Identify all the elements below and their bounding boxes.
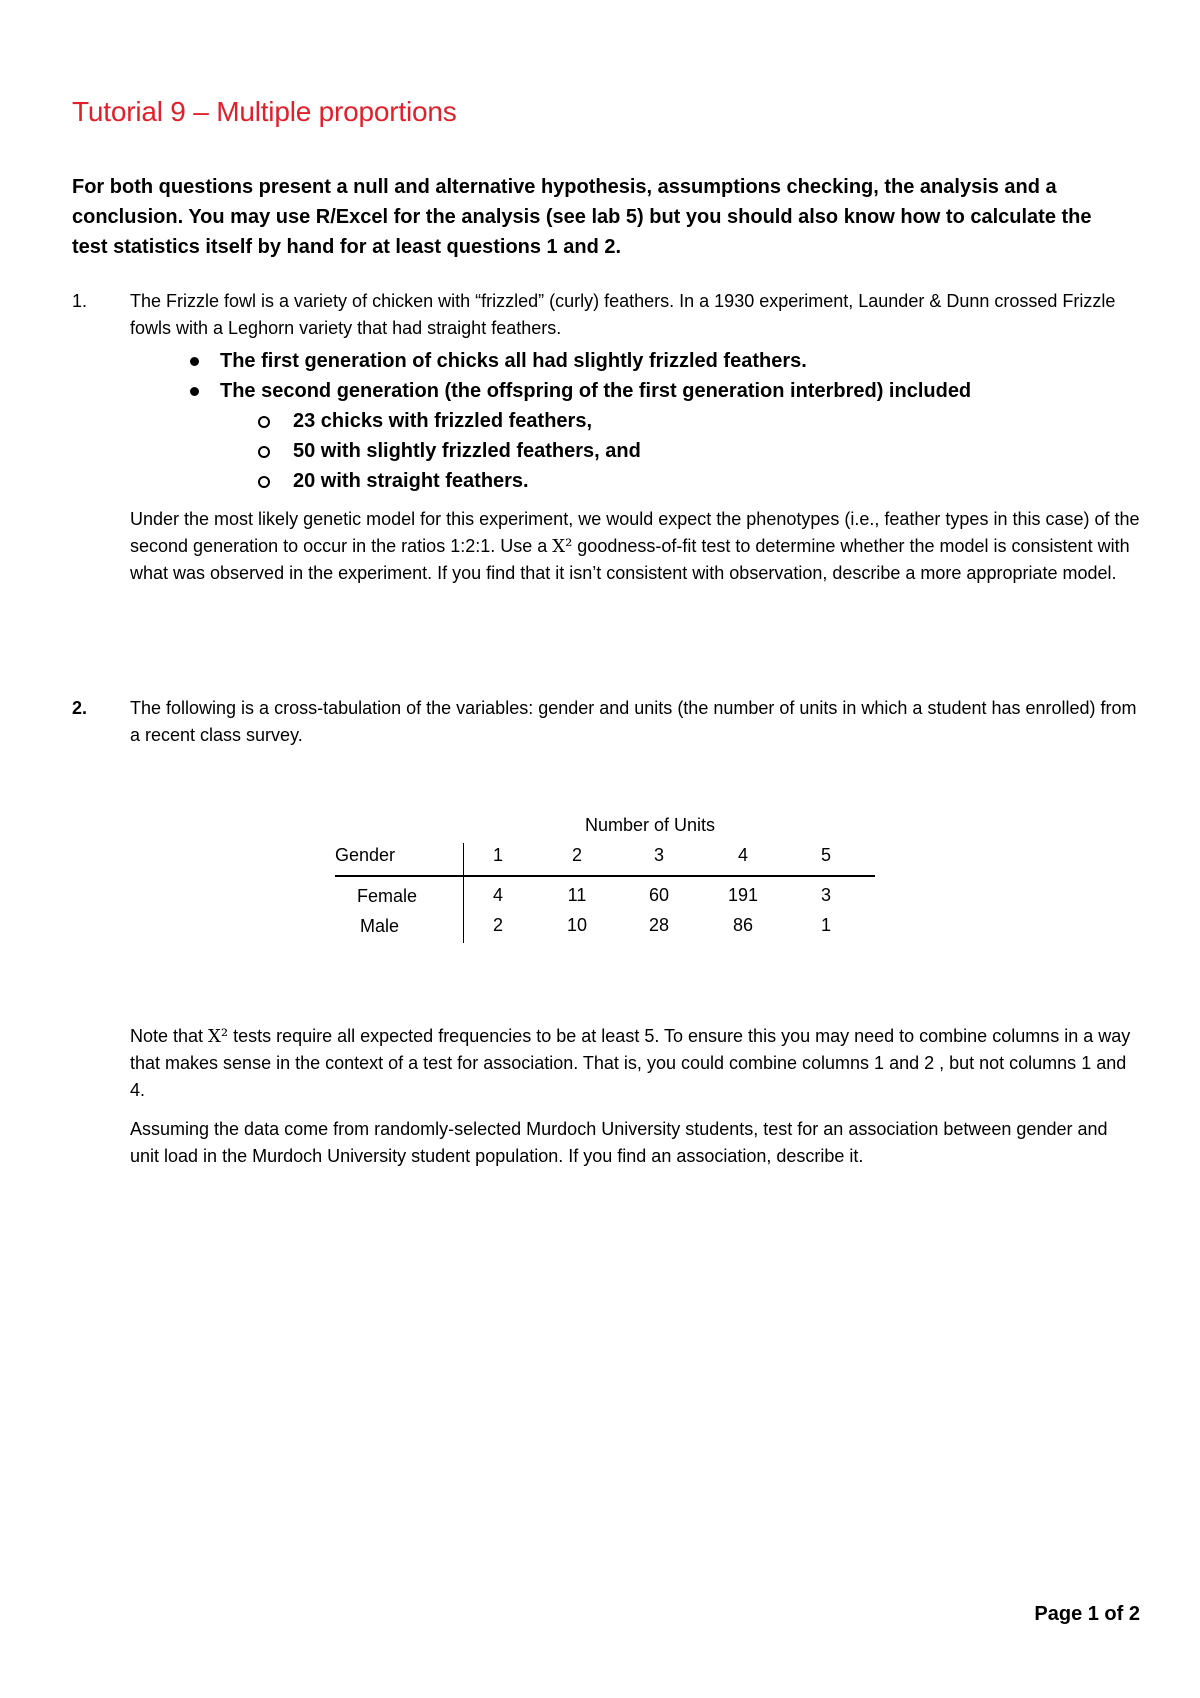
- assumption-paragraph: Assuming the data come from randomly-selected Murdoch University students, test for an association between gender and unit load in the Murdoch University student population. If you find an association, describe it.: [130, 1119, 1108, 1166]
- table-cell: 3: [820, 885, 831, 905]
- page-title: Tutorial 9 – Multiple proportions: [72, 96, 457, 127]
- chi-squared-symbol: X²: [208, 1026, 229, 1047]
- column-header: 1: [492, 845, 503, 865]
- table-cell: 11: [567, 885, 587, 905]
- table-cell: 86: [732, 915, 754, 935]
- hollow-bullet-icon: [258, 416, 270, 428]
- list-item: 50 with slightly frizzled feathers, and: [130, 436, 1140, 466]
- column-header: 2: [571, 845, 582, 865]
- list-item: The second generation (the offspring of the first generation interbred) included: [130, 376, 1140, 406]
- column-header: 5: [820, 845, 831, 865]
- question-1-body: [130, 288, 1140, 587]
- note-paragraph: Note that X² tests require all expected frequencies to be at least 5. To ensure this you may need to combine columns in a way that makes sense in the context of a test for association. That is, you could combine columns 1 and 2 , but not columns 1 and 4.: [130, 1026, 1131, 1100]
- table-cell: 191: [727, 885, 759, 905]
- bullet-icon: [190, 357, 199, 366]
- table-cell: 28: [648, 915, 670, 935]
- row-label-male: Male: [360, 916, 400, 936]
- row-label-female: Female: [357, 886, 418, 906]
- list-item: 20 with straight feathers.: [130, 466, 1140, 496]
- question-1-bullets: [130, 346, 1140, 406]
- chi-squared-symbol: X²: [552, 536, 573, 557]
- column-header: 4: [737, 845, 748, 865]
- table-cell: 4: [492, 885, 503, 905]
- question-2-number: 2.: [72, 698, 88, 718]
- table-cell: 10: [566, 915, 588, 935]
- table-divider-horizontal: [335, 875, 875, 877]
- column-header: 3: [653, 845, 664, 865]
- question-1-text: The Frizzle fowl is a variety of chicken with “frizzled” (curly) feathers. In a 1930 experiment, Launder & Dunn crossed Frizzle fowls with a Leghorn variety that had straight feathers.: [130, 291, 1116, 338]
- bullet-icon: [190, 387, 199, 396]
- gender-heading: Gender: [335, 845, 396, 865]
- question-2-text: The following is a cross-tabulation of the variables: gender and units (the number of units in which a student has enrolled) from a recent class survey.: [130, 698, 1137, 745]
- hollow-bullet-icon: [258, 476, 270, 488]
- question-1-number: 1.: [72, 291, 88, 311]
- table-cell: 60: [648, 885, 670, 905]
- question-1-subbullets: [130, 406, 1140, 496]
- intro-paragraph: For both questions present a null and alternative hypothesis, assumptions checking, the analysis and a conclusion. You may use R/Excel for the analysis (see lab 5) but you should also know how to calculate the test statistics itself by hand for at least questions 1 and 2.: [72, 176, 1092, 258]
- list-item: 23 chicks with frizzled feathers,: [130, 406, 1140, 436]
- question-1-instructions: Under the most likely genetic model for this experiment, we would expect the phenotypes (i.e., feather types in this case) of the second generation to occur in the ratios 1:2:1. Use a X² goodness-of-fit test to determine whether the model is consistent with what was observed in the experiment. If you find that it isn’t consistent with observation, describe a more appropriate model.: [130, 509, 1140, 583]
- table-divider-vertical: [463, 843, 464, 943]
- list-item: The first generation of chicks all had slightly frizzled feathers.: [130, 346, 1140, 376]
- question-2-body: [130, 695, 1140, 749]
- hollow-bullet-icon: [258, 446, 270, 458]
- page-number: Page 1 of 2: [1034, 1603, 1140, 1625]
- cross-tabulation-table: [335, 815, 875, 945]
- table-cell: 2: [492, 915, 503, 935]
- units-heading: Number of Units: [585, 815, 716, 835]
- table-cell: 1: [820, 915, 831, 935]
